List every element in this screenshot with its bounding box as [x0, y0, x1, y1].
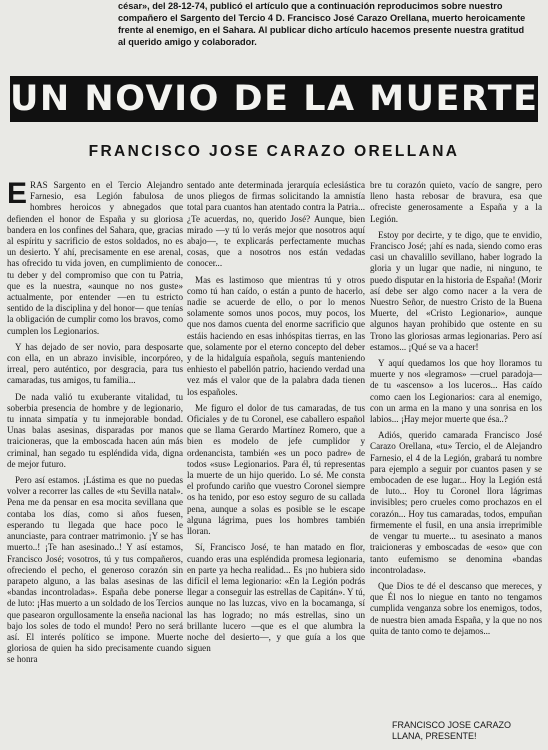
paragraph: Mas es lastimoso que mientras tú y otros como tú han caído, o están a punto de hacerlo, nadie se acuerde de ello, o por lo menos solamente somos unos pocos, muy pocos, los que nos damos cuenta del enorme sacrificio que estáis haciendo en esas inhóspitas tierras, en las que, solamente por el eterno concepto del deber y de la hidalguía española, seguís manteniendo enhiesto el pabellón patrio, haciendo verdad una vez más el valor que de la palabra dada tienen los españoles. [187, 274, 365, 397]
byline: FRANCISCO JOSE CARAZO ORELLANA [88, 143, 460, 160]
paragraph: Adiós, querido camarada Francisco José Carazo Orellana, «tu» Tercio, el de Alejandro Farnesio, el 4 de la Legión, grabará tu nombre para ejemplo a seguir por cuantos pasen y se embocaden de ese lugar... Hoy la Legión está de luto... Hoy tu Coronel llora lágrimas invisibles; pero crueles como prochazos en el corazón... Hoy tus camaradas, todos, empuñan firmemente el fusil, en una ansia irreprimible de vengar tu muerte... tu asesinato a manos traicioneras y emboscadas de «eso» que con tanto eufemismo se denomina «bandas incontroladas». [370, 430, 542, 575]
paragraph: Pero así estamos. ¡Lástima es que no puedas volver a recorrer las calles de «tu Sevilla natal». Pena me da pensar en esa mocita sevillana que contaba los días, como si años fuesen, esperando tu llegada que hace poco le anunciaste, para contraer matrimonio. ¡Y se has muerto..! ¡Te han asesinado..! Y así estamos, Francisco José; vosotros, tú y tus compañeros, ofreciendo el pecho, el generoso corazón sin parapeto alguno, a las balas asesinas de las «bandas incontroladas». España debe ponerse de luto: ¡Has muerto a un soldado de los Tercios que pasearon orgullosamente la enseña nacional bajo los soles de todo el mundo! Pero no será así. El interés político se impone. Muerte gloriosa de quien ha sido precisamente cuando se honra [7, 475, 183, 665]
closing-line-2: LLANA, PRESENTE! [392, 731, 477, 741]
paragraph: Y has dejado de ser novio, para desposarte con ella, en un abrazo invisible, incorpóreo, irreal, pero auténtico, por desgracia, para tus camaradas, tus amigos, tu familia... [7, 341, 183, 386]
drop-cap: E [7, 180, 28, 210]
closing-line-1: FRANCISCO JOSE CARAZO [392, 720, 512, 730]
paragraph: bre tu corazón quieto, vacío de sangre, pero lleno hasta rebosar de bravura, esa que ofreciste generosamente a España y a la Legión. [370, 180, 542, 224]
paragraph: Que Dios te dé el descanso que mereces, y que Él nos lo niegue en tanto no tengamos cumplida venganza sobre los enemigos, todos, de nuestra bien amada España, y la que no nos quita de tanto como te dejamos... [370, 580, 542, 636]
paragraph: Me figuro el dolor de tus camaradas, de tus Oficiales y de tu Coronel, ese caballero español que se llama Gerardo Martínez Romero, que a bien es modelo de jefe cumplidor y ordenancista, también «es un poco padre» de todos «sus» Legionarios. Para él, tú representas la muerte de un hijo querido. Lo sé. Me consta el profundo cariño que vuestro Coronel siempre os ha tenido, por eso estoy seguro de su callada pena, aunque a solas es posible se le escape alguna lágrima, pues los hombres también lloran. [187, 402, 365, 537]
article-column-3 [370, 180, 542, 715]
paragraph [7, 180, 183, 337]
paragraph-text: RAS Sargento en el Tercio Alejandro Farnesio, esa Legión fabulosa de hombres heroicos y abnegados que defienden el honor de España y su gloriosa bandera en los confines del Sahara, que, gracias al espíritu y sacrificio de estos soldados, no es un desierto. Y ahí, precisamente en ese arenal, has ofrecido tu vida joven, en cumplimiento de tu deber y del compromiso que con tu Patria, que es la nuestra, «aunque no nos guste» actualmente, por entender —en tu estricto sentido de la disciplina y del honor— que tenías la obligación de cumplir como los bravos, como cumplen los Legionarios. [7, 180, 183, 336]
closing-line [392, 720, 542, 742]
headline-banner [10, 76, 538, 122]
article-column-2 [187, 180, 365, 742]
paragraph: Sí, Francisco José, te han matado en flor, cuando eras una espléndida promesa legionaria, en parte ya hecha realidad... Es ¡no hubiera sido difícil el lema legionario: «En la Legión podrás llegar a conseguir las estrellas de Capitán». Y tú, aunque no las luzcas, vivo en la bocamanga, sí las has logrado; no más estrellas, sino un brillante lucero —que es el que alumbra la noche del desierto—, y que guía a los que siguen [187, 542, 365, 654]
article-column-1 [7, 180, 183, 742]
paragraph: sentado ante determinada jerarquía eclesiástica unos pliegos de firmas solicitando la amnistía total para cuantos han atentado contra la Patria... ¿Te acuerdas, no, querido José? Aunque, bien mirado —y tú lo verás mejor que nosotros aquí abajo—, te explicarás perfectamente muchas cosas, que a nosotros nos están vedadas conocer... [187, 180, 365, 269]
intro-text: césar», del 28-12-74, publicó el artículo que a continuación reproducimos sobre nuestro compañero el Sargento del Tercio 4 D. Francisco José Carazo Orellana, muerto heroicamente frente al enemigo, en el Sahara. Al publicar dicho artículo hacemos presente nuestra gratitud al querido amigo y colaborador. [118, 1, 526, 47]
intro-paragraph [118, 0, 532, 48]
headline: UN NOVIO DE LA MUERTE [10, 79, 539, 119]
paragraph: Y aquí quedamos los que hoy lloramos tu muerte y nos «legramos» —cruel paradoja— de tu «ascenso» a los luceros... Has caído como caen los Legionarios: cara al enemigo, con un arma en la mano y una sonrisa en los labios... ¡Hay mejor muerte que ésa..? [370, 358, 542, 425]
paragraph: Estoy por decirte, y te digo, que te envidio, Francisco José; ¡ahí es nada, siendo como eras casi un chavalillo sevillano, haber logrado la gloria y un lugar que nadie, ni ninguno, te puedo disputar en la historia de España! (Morir así debe ser algo como nacer a la vera de Nuestro Señor, de nuestro Cristo de la Buena Muerte, del «Cristo Legionario», aunque algunos hayan prohibido que ostente en su Trono las gloriosas armas legionarias. Pero así estamos... ¡Qué se va a hacer! [370, 229, 542, 352]
paragraph: De nada valió tu exuberante vitalidad, tu soberbia presencia de hombre y de legionario, tu innata simpatía y tu inmejorable bondad. Unas balas asesinas, disparadas por manos traicioneras, que la emboscada hacen aún más criminal, han segado tu espléndida vida, digna de mejor futuro. [7, 391, 183, 469]
